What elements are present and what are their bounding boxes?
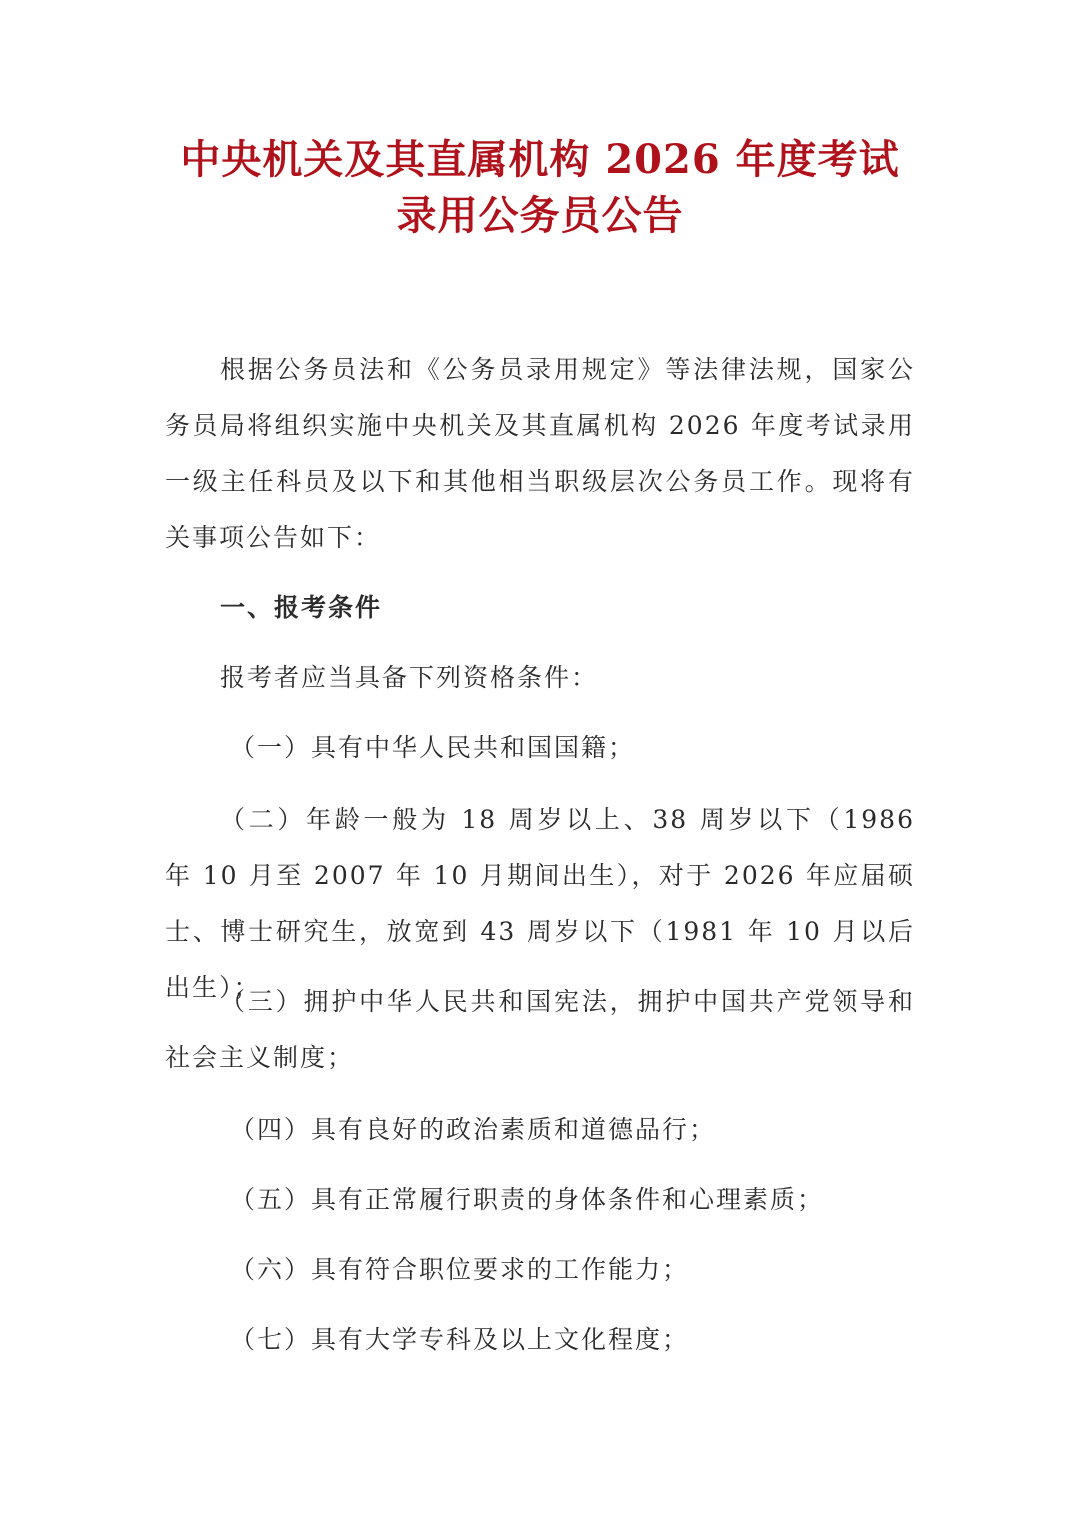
condition-item-7: （七）具有大学专科及以上文化程度； (230, 1325, 690, 1354)
condition-item-1: （一）具有中华人民共和国国籍； (230, 733, 636, 762)
section-heading: 一、报考条件 (220, 593, 383, 622)
condition-item-2: （二）年龄一般为 18 周岁以上、38 周岁以下（1986 年 10 月至 2007 年 10 月期间出生），对于 2026 年应届硕士、博士研究生，放宽到 43 周岁以下（1981 年 10 月以后出生）； (165, 805, 915, 1002)
document-title-line2: 录用公务员公告 (396, 192, 684, 239)
document-title-line1: 中央机关及其直属机构 2026 年度考试 (180, 136, 900, 183)
section-lead: 报考者应当具备下列资格条件： (220, 663, 599, 692)
condition-item-5: （五）具有正常履行职责的身体条件和心理素质； (230, 1185, 825, 1214)
condition-item-6: （六）具有符合职位要求的工作能力； (230, 1255, 690, 1284)
intro-paragraph: 根据公务员法和《公务员录用规定》等法律法规，国家公务员局将组织实施中央机关及其直属机构 2026 年度考试录用一级主任科员及以下和其他相当职级层次公务员工作。现将有关事项公告如下： (165, 355, 915, 552)
condition-item-3: （三）拥护中华人民共和国宪法，拥护中国共产党领导和社会主义制度； (165, 987, 915, 1072)
condition-item-4: （四）具有良好的政治素质和道德品行； (230, 1115, 717, 1144)
